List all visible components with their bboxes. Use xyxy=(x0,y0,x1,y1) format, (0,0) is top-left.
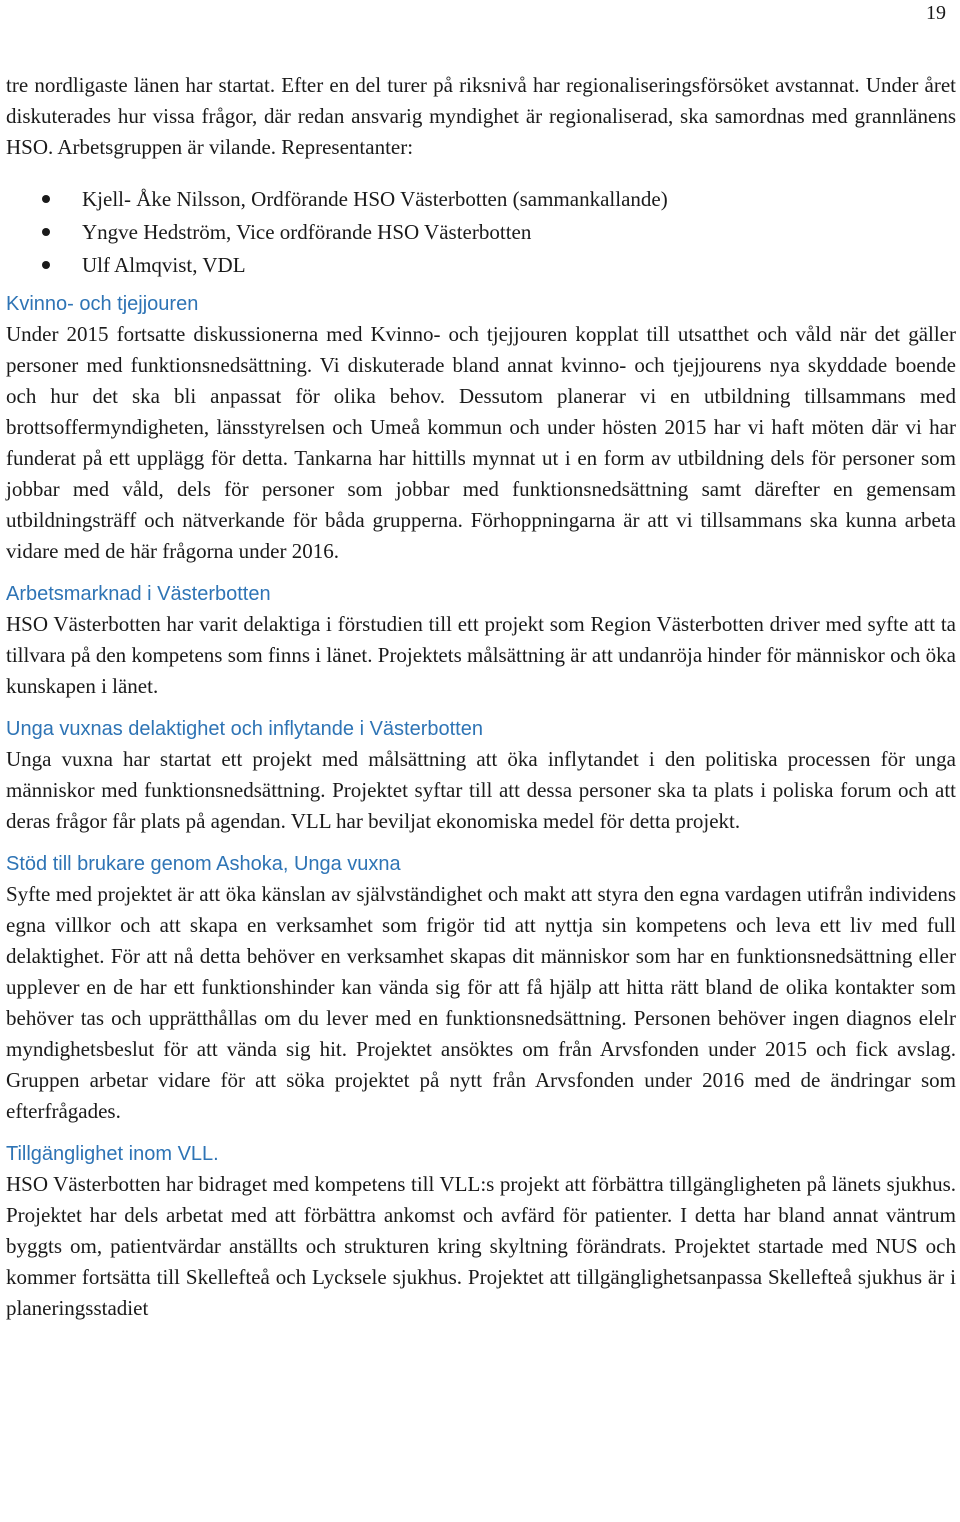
bullet-icon xyxy=(42,261,50,269)
bullet-icon xyxy=(42,195,50,203)
list-item-text: Yngve Hedström, Vice ordförande HSO Västerbotten xyxy=(82,220,532,244)
list-item-text: Ulf Almqvist, VDL xyxy=(82,253,246,277)
section-heading: Kvinno- och tjejjouren xyxy=(6,293,199,315)
intro-paragraph xyxy=(6,70,956,163)
section-stod-ashoka xyxy=(6,849,956,1127)
section-body: Syfte med projektet är att öka känslan av självständighet och makt att styra den egna vardagen utifrån individens egna villkor och att skapa en verksamhet som frigör tid att nyttja sin kompetens och leva ett liv med full delaktighet. För att nå detta behöver en verksamhet skapas dit människor som har en funktionsnedsättning eller upplever en de har ett funktionshinder kan vända sig för att få hjälp att hitta rätt bland de olika kontakter som behöver tas och upprätthållas om du lever med en funktionsnedsättning. Personen behöver ingen diagnos elelr myndighetsbeslut för att vända sig hit. Projektet ansöktes om från Arvsfonden under 2015 och fick avslag. Gruppen arbetar vidare för att söka projektet på nytt från Arvsfonden under 2016 med de ändringar som efterfrågades. xyxy=(6,882,956,1123)
list-item-text: Kjell- Åke Nilsson, Ordförande HSO Västerbotten (sammankallande) xyxy=(82,187,668,211)
section-body: Unga vuxna har startat ett projekt med målsättning att öka inflytandet i den politiska processen för unga människor med funktionsnedsättning. Projektet syftar till att dessa personer ska ta plats i poliska forum och att deras frågor får plats på agendan. VLL har beviljat ekonomiska medel för detta projekt. xyxy=(6,747,956,833)
list-item xyxy=(6,249,956,282)
page-content xyxy=(6,70,956,1324)
section-body: HSO Västerbotten har bidraget med kompetens till VLL:s projekt att förbättra tillgängligheten på länets sjukhus. Projektet har dels arbetat med att förbättra ankomst och avfärd för patienter. I detta har bland annat väntrum byggts om, patientvärdar anställts och strukturen kring skyltning förändrats. Projektet startade med NUS och kommer fortsätta till Skellefteå och Lycksele sjukhus. Projektet att tillgänglighetsanpassa Skellefteå sjukhus är i planeringsstadiet xyxy=(6,1172,956,1320)
section-tillganglighet-vll xyxy=(6,1139,956,1324)
section-body: Under 2015 fortsatte diskussionerna med Kvinno- och tjejjouren kopplat till utsatthet och våld när det gäller personer med funktionsnedsättning. Vi diskuterade bland annat kvinno- och tjejjourens nya skyddade boende och hur det ska bli anpassat för olika behov. Dessutom planerar vi en utbildning tillsammans med brottsoffermyndigheten, länsstyrelsen och Umeå kommun och under hösten 2015 har vi haft möten där vi har funderat på ett upplägg för detta. Tankarna har hittills mynnat ut i en form av utbildning dels för personer som jobbar med våld, dels för personer som jobbar med funktionsnedsättning samt därefter en gemensam utbildningsträff och nätverkande för båda grupperna. Förhoppningarna är att vi tillsammans ska kunna arbeta vidare med de här frågorna under 2016. xyxy=(6,322,956,563)
representatives-list xyxy=(6,183,956,282)
list-item xyxy=(6,183,956,216)
intro-text: tre nordligaste länen har startat. Efter en del turer på riksnivå har regionaliseringsförsöket avstannat. Under året diskuterades hur vissa frågor, där redan ansvarig myndighet är regionaliserad, ska samordnas med grannlänens HSO. Arbetsgruppen är vilande. xyxy=(6,73,956,159)
section-kvinno-tjejjouren xyxy=(6,289,956,567)
section-body: HSO Västerbotten har varit delaktiga i förstudien till ett projekt som Region Västerbotten driver med syfte att ta tillvara på den kompetens som finns i länet. Projektets målsättning är att undanröja hinder för människor och öka kunskapen i länet. xyxy=(6,612,956,698)
section-heading: Arbetsmarknad i Västerbotten xyxy=(6,583,271,605)
representatives-label: Representanter: xyxy=(281,135,414,159)
page-number: 19 xyxy=(926,2,946,24)
section-arbetsmarknad xyxy=(6,579,956,702)
section-heading: Stöd till brukare genom Ashoka, Unga vuxna xyxy=(6,853,401,875)
section-heading: Tillgänglighet inom VLL. xyxy=(6,1143,219,1165)
section-unga-vuxna-delaktighet xyxy=(6,714,956,837)
section-heading: Unga vuxnas delaktighet och inflytande i Västerbotten xyxy=(6,718,483,740)
bullet-icon xyxy=(42,228,50,236)
list-item xyxy=(6,216,956,249)
